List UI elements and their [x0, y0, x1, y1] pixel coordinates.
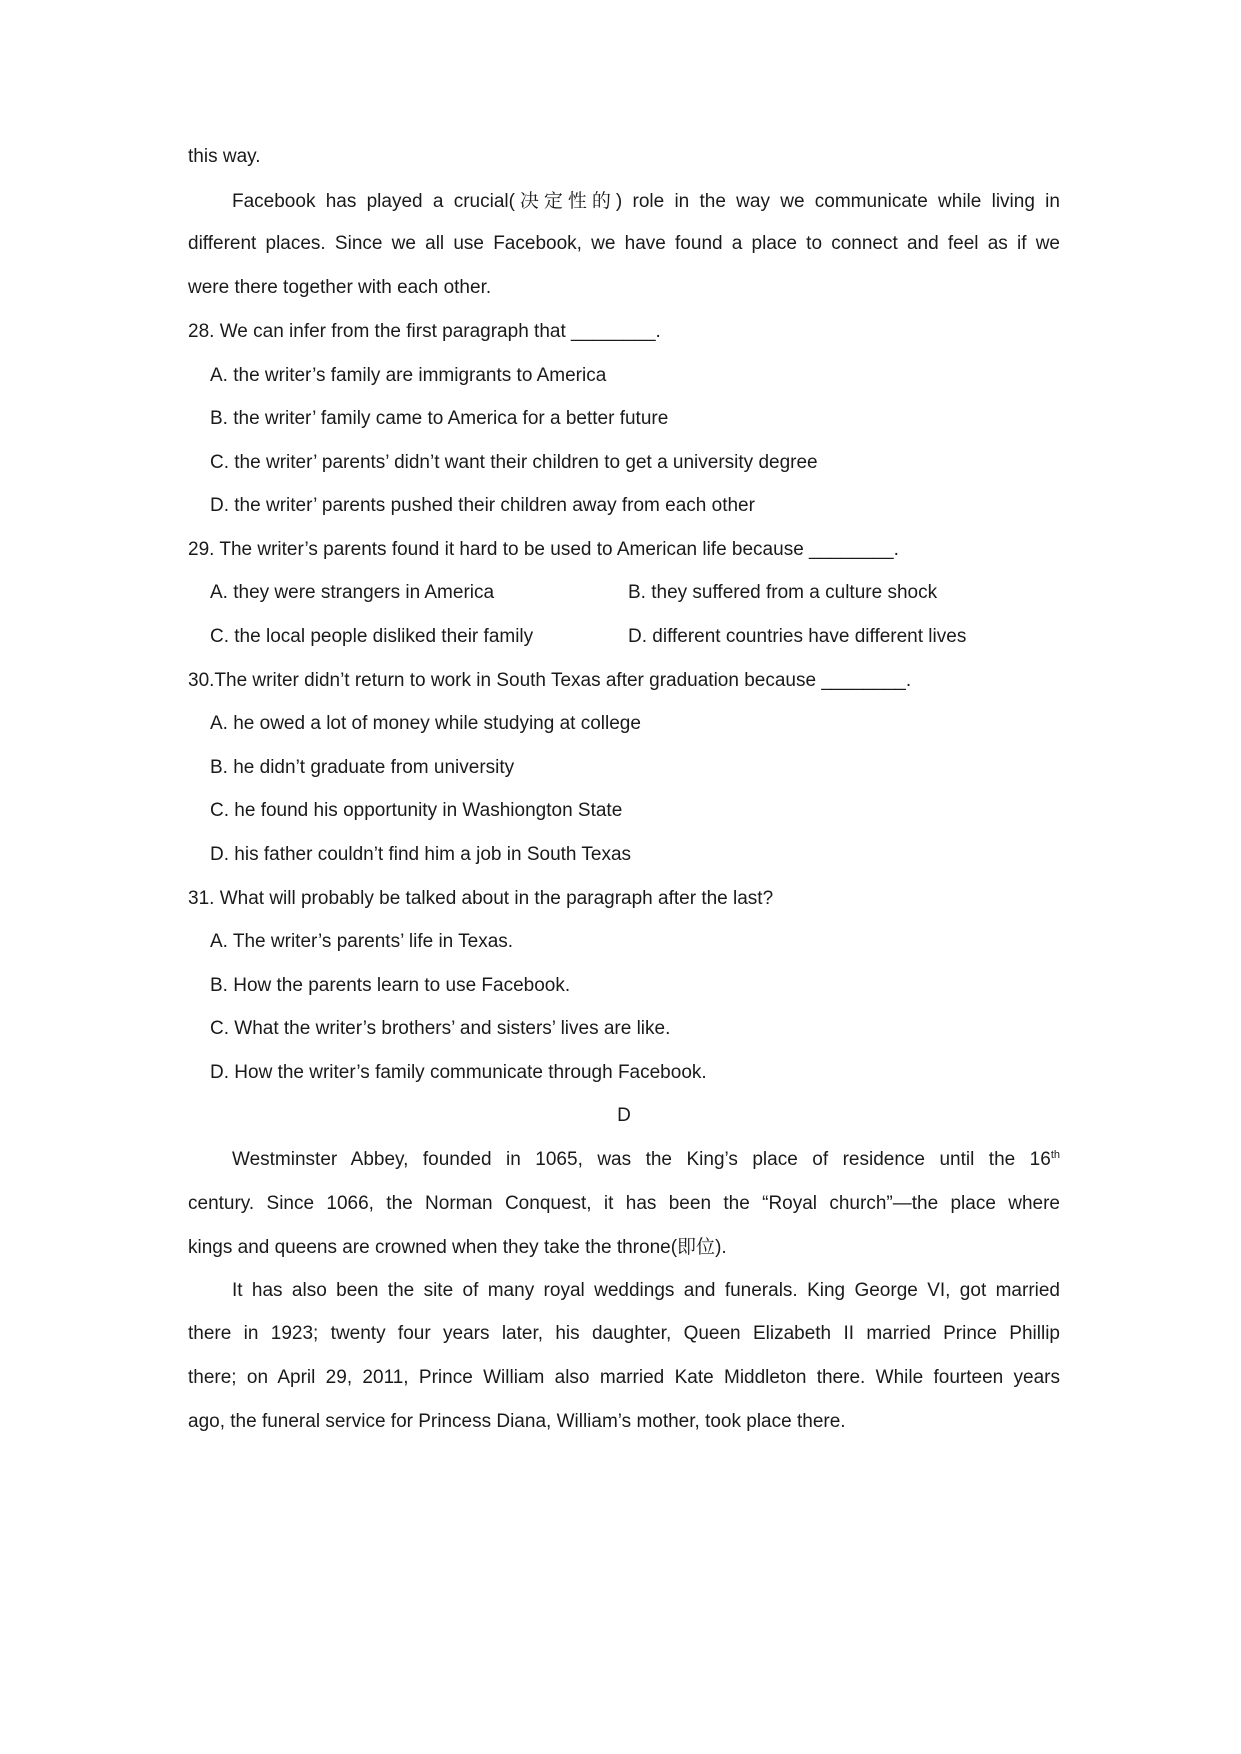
option-31-a: A. The writer’s parents’ life in Texas.: [210, 931, 514, 952]
question-stem-29: 29. The writer’s parents found it hard to be used to American life because ________.: [188, 539, 899, 560]
option-28-b: B. the writer’ family came to America for a better future: [210, 408, 669, 429]
passage-paragraph-weddings: It has also been the site of many royal weddings and funerals. King George VI, got married: [232, 1280, 1060, 1301]
option-30-c: C. he found his opportunity in Washiongton State: [210, 800, 623, 821]
passage-text: there; on April 29, 2011, Prince William also married Kate Middleton there. While fourteen years: [188, 1367, 1060, 1388]
section-heading: D: [617, 1105, 631, 1126]
option-29-d: D. different countries have different lives: [628, 626, 967, 647]
option-30-a: A. he owed a lot of money while studying at college: [210, 713, 641, 734]
passage-text: ago, the funeral service for Princess Diana, William’s mother, took place there.: [188, 1411, 846, 1432]
passage-text: century. Since 1066, the Norman Conquest, it has been the “Royal church”—the place where: [188, 1193, 1060, 1214]
option-28-a: A. the writer’s family are immigrants to America: [210, 365, 607, 386]
option-30-d: D. his father couldn’t find him a job in South Texas: [210, 844, 632, 865]
passage-paragraph-abbey: Westminster Abbey, founded in 1065, was the King’s place of residence until the 16th: [232, 1149, 1060, 1170]
passage-text: there in 1923; twenty four years later, his daughter, Queen Elizabeth II married Prince Phillip: [188, 1323, 1060, 1344]
passage-paragraph-facebook: Facebook has played a crucial(决定性的) role in the way we communicate while living in: [232, 190, 1060, 212]
option-31-d: D. How the writer’s family communicate through Facebook.: [210, 1062, 707, 1083]
option-28-d: D. the writer’ parents pushed their children away from each other: [210, 495, 755, 516]
question-stem-31: 31. What will probably be talked about in the paragraph after the last?: [188, 888, 774, 909]
option-31-c: C. What the writer’s brothers’ and sisters’ lives are like.: [210, 1018, 671, 1039]
option-28-c: C. the writer’ parents’ didn’t want their children to get a university degree: [210, 452, 818, 473]
question-stem-28: 28. We can infer from the first paragraph that ________.: [188, 321, 661, 342]
passage-text: were there together with each other.: [188, 277, 492, 298]
option-29-b: B. they suffered from a culture shock: [628, 582, 938, 603]
option-29-c: C. the local people disliked their family: [210, 626, 534, 647]
question-stem-30: 30.The writer didn’t return to work in South Texas after graduation because ________.: [188, 670, 912, 691]
passage-text: this way.: [188, 146, 261, 167]
passage-text: different places. Since we all use Facebook, we have found a place to connect and feel as if we: [188, 233, 1060, 254]
passage-text: kings and queens are crowned when they take the throne(即位).: [188, 1236, 727, 1258]
option-29-a: A. they were strangers in America: [210, 582, 495, 603]
option-30-b: B. he didn’t graduate from university: [210, 757, 515, 778]
option-31-b: B. How the parents learn to use Facebook.: [210, 975, 571, 996]
